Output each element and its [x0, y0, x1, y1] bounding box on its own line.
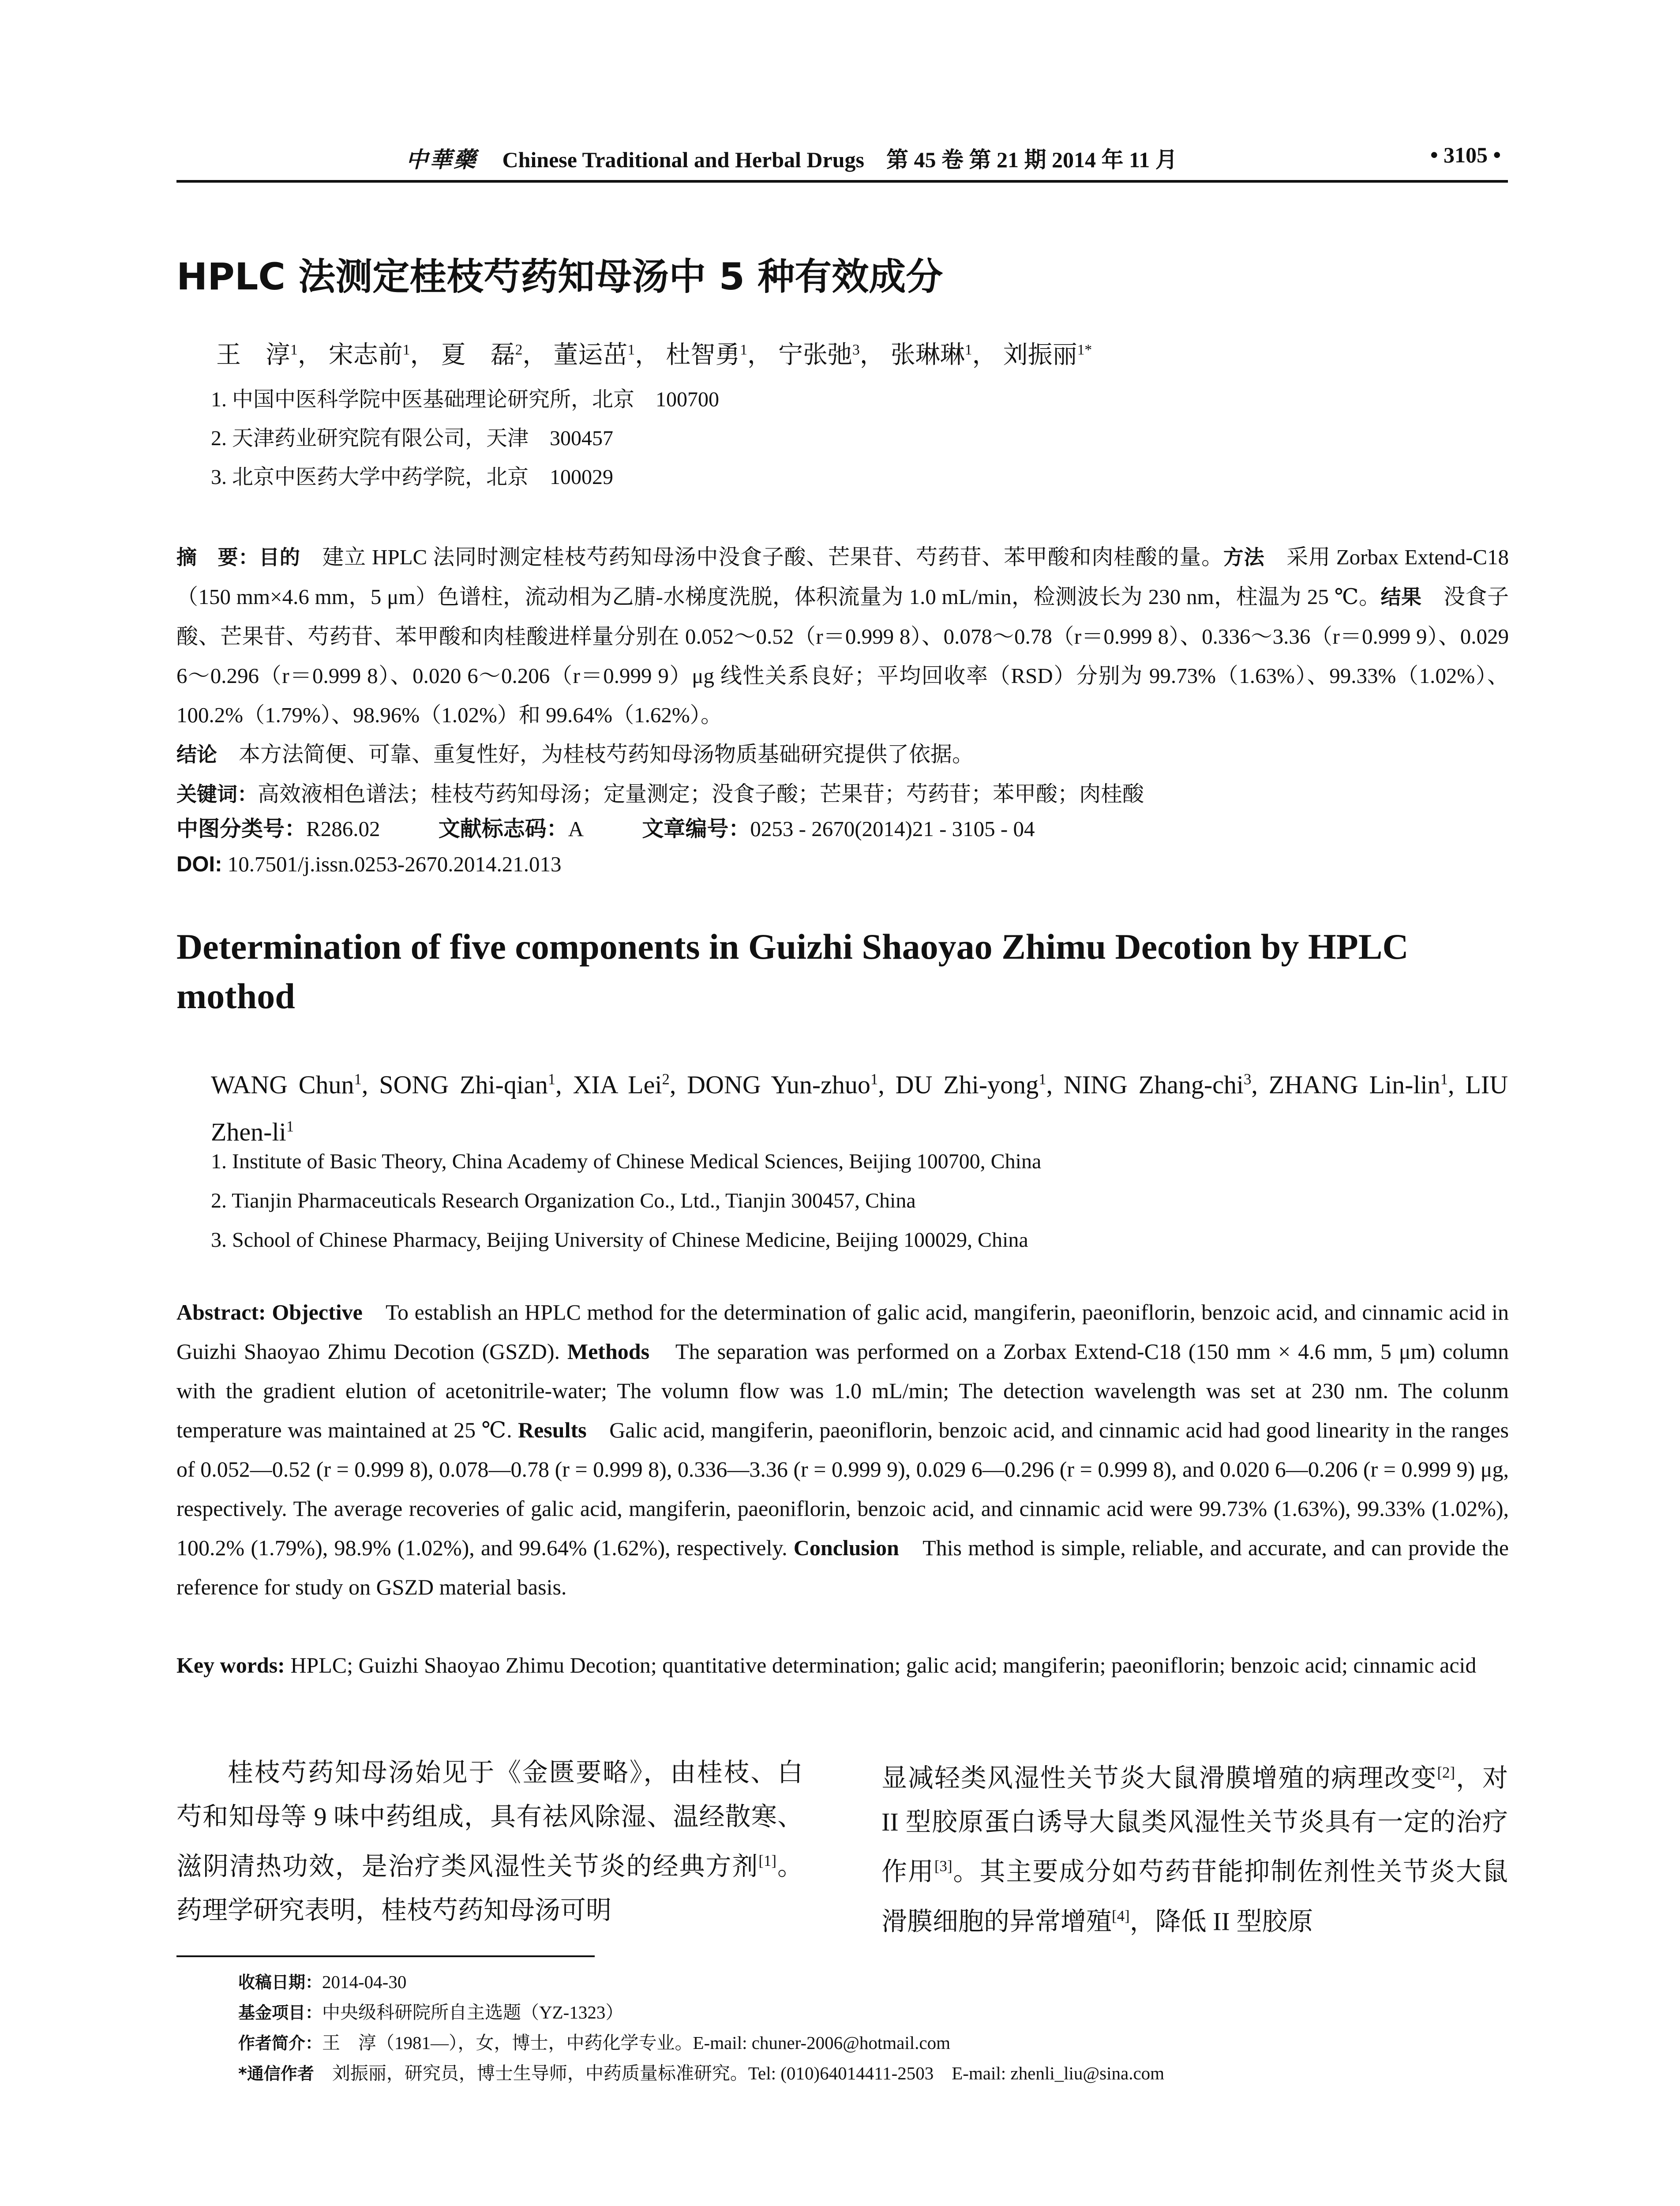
english-abstract: Abstract: Objective To establish an HPLC method for the determination of galic acid, mangiferin, paeoniflorin, benzoic acid, and cinnamic acid in Guizhi Shaoyao Zhimu Decotion (GSZD). Methods The separation was performed on a Zorbax Extend-C18 (150 mm × 4.6 mm, 5 μm) column with the gradient elution of acetonitrile-water; The volumn flow was 1.0 mL/min; The detection wavelength was set at 230 nm. The colunm temperature was maintained at 25 ℃. Results Galic acid, mangiferin, paeoniflorin, benzoic acid, and cinnamic acid had good linearity in the ranges of 0.052—0.52 (r = 0.999 8), 0.078—0.78 (r = 0.999 8), 0.336—3.36 (r = 0.999 9), 0.029 6—0.296 (r = 0.999 8), and 0.020 6—0.206 (r = 0.999 9) μg, respectively. The average recoveries of galic acid, mangiferin, paeoniflorin, benzoic acid, and cinnamic acid were 99.73% (1.63%), 99.33% (1.02%), 100.2% (1.79%), 98.9% (1.02%), and 99.64% (1.62%), respectively. Conclusion This method is simple, reliable, and accurate, and can provide the reference for study on GSZD material basis. [176, 1300, 1509, 1599]
chinese-author-list [216, 335, 1092, 371]
results-label: Results [518, 1418, 587, 1442]
objective-label: 目的 [259, 545, 300, 569]
chinese-keywords: 关键词：高效液相色谱法；桂枝芍药知母汤；定量测定；没食子酸；芒果苷；芍药苷；苯甲酸；肉桂酸 [176, 782, 1144, 806]
author: 王 淳$^1$， [216, 341, 322, 369]
citation[interactable]: [1] [758, 1852, 776, 1869]
conclusion-label: 结论 [176, 743, 217, 766]
affiliation: 3. 北京中医药大学中药学院，北京 100029 [211, 465, 614, 489]
footnote: 收稿日期：2014-04-30 [238, 1972, 407, 1992]
citation[interactable]: [3] [934, 1857, 952, 1875]
author: 董运茁$^1$， [553, 341, 660, 369]
author: DONG Yun-zhuo$^1$, [687, 1070, 896, 1099]
author: LIU Zhen-$li^1$ [211, 1070, 1508, 1146]
doi-link[interactable]: 10.7501/j.issn.0253-2670.2014.21.013 [222, 852, 562, 876]
chinese-affiliations [211, 380, 719, 497]
author: NING Zhang-chi$^3$, [1063, 1070, 1269, 1099]
methods-label: Methods [567, 1339, 650, 1364]
method-label: 方法 [1223, 545, 1265, 569]
abstract-label: Abstract: [176, 1300, 266, 1324]
results-label: 结果 [1380, 585, 1422, 609]
classification-line: 中图分类号：R286.02 文献标志码：A 文章编号：0253 - 2670(2014)21 - 3105 - 04 [176, 816, 1035, 841]
author: 宋志前$^1$， [328, 341, 435, 369]
affiliation: 1. 中国中医科学院中医基础理论研究所，北京 100700 [211, 388, 720, 411]
author: 张琳琳$^1$， [890, 341, 997, 369]
english-keywords: Key words: HPLC; Guizhi Shaoyao Zhimu Decotion; quantitative determination; galic acid; mangiferin; paeoniflorin; benzoic acid; cinnamic acid [176, 1653, 1477, 1677]
journal-issue-info: Chinese Traditional and Herbal Drugs 第 45 卷 第 21 期 2014 年 11 月 [502, 147, 1178, 172]
footnote-divider [176, 1955, 595, 1957]
author: 刘振丽$^{1*}$ [1003, 341, 1092, 369]
chinese-title: HPLC 法测定桂枝芍药知母汤中 5 种有效成分 [176, 255, 943, 298]
citation[interactable]: [2] [1437, 1764, 1455, 1781]
author: XIA Lei$^2$, [573, 1070, 687, 1099]
author: 宁张弛$^3$， [778, 341, 885, 369]
abstract-label: 摘 要： [176, 545, 259, 569]
author: ZHANG Lin-lin$^1$, [1268, 1070, 1466, 1099]
affiliation: 2. Tianjin Pharmaceuticals Research Organization Co., Ltd., Tianjin 300457, China [211, 1189, 916, 1212]
author: SONG Zhi-qian$^1$, [379, 1070, 573, 1099]
footnote: 基金项目：中央级科研院所自主选题（YZ-1323） [238, 2002, 624, 2022]
body-column-left: 桂枝芍药知母汤始见于《金匮要略》，由桂枝、白芍和知母等 9 味中药组成，具有祛风除湿、温经散寒、滋阴清热功效，是治疗类风湿性关节炎的经典方剂[1]。药理学研究表明，桂枝芍药知母汤可明 [176, 1758, 803, 1925]
running-header [176, 140, 1508, 183]
conclusion-label: Conclusion [793, 1535, 899, 1560]
affiliation: 2. 天津药业研究院有限公司，天津 300457 [211, 427, 614, 450]
body-column-right: 显减轻类风湿性关节炎大鼠滑膜增殖的病理改变[2]，对 II 型胶原蛋白诱导大鼠类风湿性关节炎具有一定的治疗作用[3]。其主要成分如芍药苷能抑制佐剂性关节炎大鼠滑膜细胞的异常增殖[4]，降低 II 型胶原 [881, 1763, 1508, 1936]
journal-logo: 中華藥 [406, 147, 477, 172]
author: 杜智勇$^1$， [666, 341, 772, 369]
affiliation: 3. School of Chinese Pharmacy, Beijing University of Chinese Medicine, Beijing 100029, China [211, 1228, 1028, 1252]
doi-line: DOI: 10.7501/j.issn.0253-2670.2014.21.013 [176, 852, 562, 876]
affiliation: 1. Institute of Basic Theory, China Academy of Chinese Medical Sciences, Beijing 100700, China [211, 1150, 1042, 1173]
author: WANG Chun$^1$, [211, 1070, 379, 1099]
english-affiliations [211, 1142, 1041, 1260]
citation[interactable]: [4] [1112, 1907, 1130, 1925]
chinese-abstract: 摘 要：目的 建立 HPLC 法同时测定桂枝芍药知母汤中没食子酸、芒果苷、芍药苷、苯甲酸和肉桂酸的量。方法 采用 Zorbax Extend-C18（150 mm×4.6 mm，5 μm）色谱柱，流动相为乙腈-水梯度洗脱，体积流量为 1.0 mL/min，检测波长为 230 nm，柱温为 25 ℃。结果 没食子酸、芒果苷、芍药苷、苯甲酸和肉桂酸进样量分别在 0.052～0.52（r＝0.999 8）、0.078～0.78（r＝0.999 8）、0.336～3.36（r＝0.999 9）、0.029 6～0.296（r＝0.999 8）、0.020 6～0.206（r＝0.999 9）μg 线性关系良好；平均回收率（RSD）分别为 99.73%（1.63%）、99.33%（1.02%）、100.2%（1.79%）、98.96%（1.02%）和 99.64%（1.62%）。 结论 本方法简便、可靠、重复性好，为桂枝芍药知母汤物质基础研究提供了依据。 关键词：高效液相色谱法；桂枝芍药知母汤；定量测定；没食子酸；芒果苷；芍药苷；苯甲酸；肉桂酸 [176, 537, 1509, 814]
author: 夏 磊$^2$， [441, 341, 548, 369]
footnotes [238, 1967, 1164, 2089]
footnote: *通信作者 刘振丽，研究员，博士生导师，中药质量标准研究。Tel: (010)64014411-2503 E-mail: zhenli_liu@sina.com [238, 2063, 1165, 2083]
page-number: • 3105 • [1430, 143, 1501, 167]
author: DU Zhi-yong$^1$, [895, 1070, 1064, 1099]
english-title: Determination of five components in Guizhi Shaoyao Zhimu Decotion by HPLC mothod [176, 927, 1409, 1016]
objective-label: Objective [272, 1300, 363, 1324]
english-author-list [211, 1059, 1508, 1153]
footnote: 作者简介：王 淳（1981—），女，博士，中药化学专业。E-mail: chuner-2006@hotmail.com [238, 2033, 950, 2053]
